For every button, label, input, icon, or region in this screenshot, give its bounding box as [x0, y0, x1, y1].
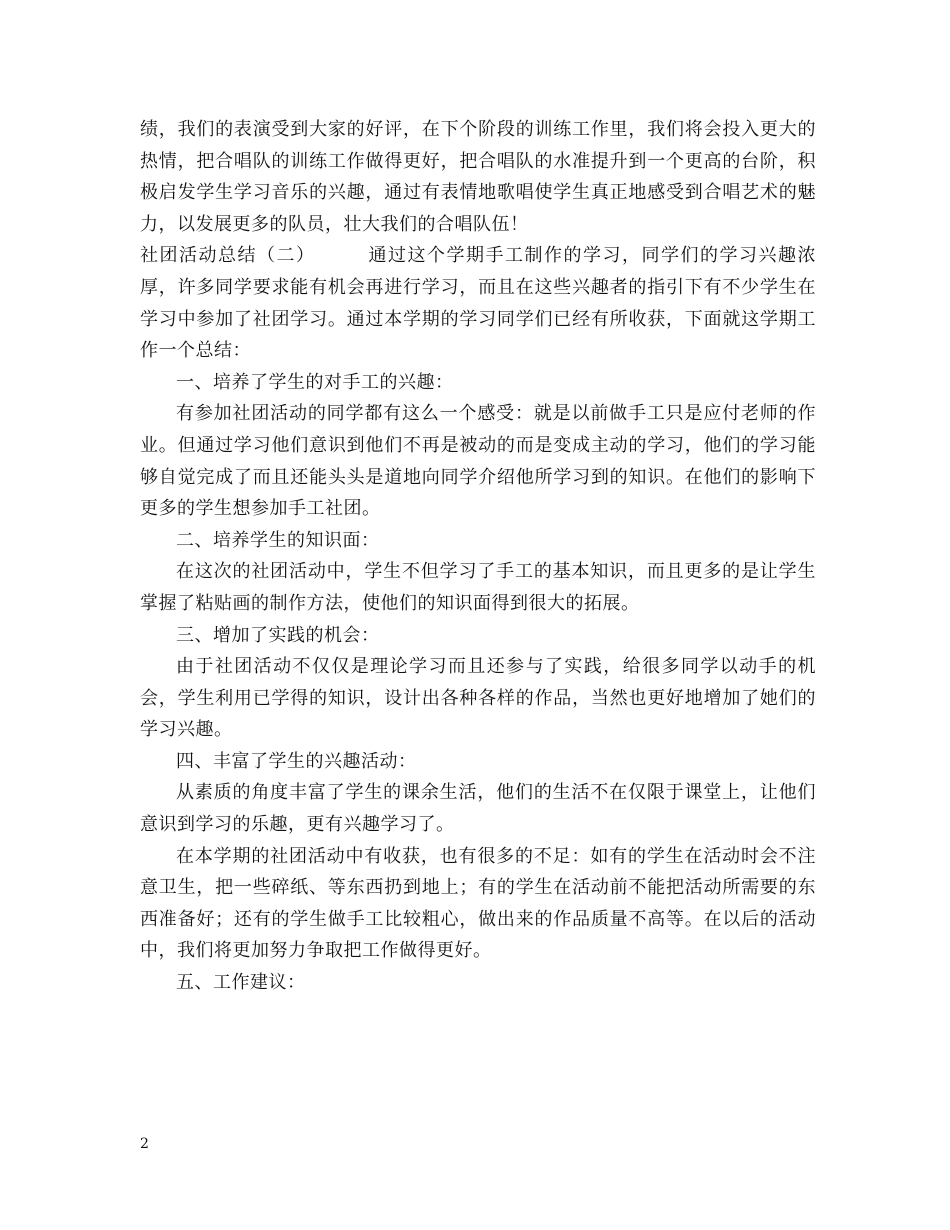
paragraph-four: 从素质的角度丰富了学生的课余生活，他们的生活不在仅限于课堂上，让他们意识到学习的乐趣，更有兴趣学习了。 — [140, 782, 816, 836]
paragraph-body-continuation: 绩，我们的表演受到大家的好评，在下个阶段的训练工作里，我们将会投入更大的热情，把合唱队的训练工作做得更好，把合唱队的水准提升到一个更高的台阶，积极启发学生学习音乐的兴趣，通过有表情地歌唱使学生真正地感受到合唱艺术的魅力，以发展更多的队员，壮大我们的合唱队伍！ — [140, 119, 816, 235]
intro-text: 通过这个学期手工制作的学习，同学们的学习兴趣浓厚，许多同学要求能有机会再进行学习，而且在这些兴趣者的指引下有不少学生在学习中参加了社团学习。通过本学期的学习同学们已经有所收获，下面就这学期工作一个总结： — [140, 245, 816, 362]
heading-one: 一、培养了学生的对手工的兴趣： — [176, 371, 454, 393]
paragraph-title-with-intro — [140, 240, 816, 366]
document-body — [140, 114, 816, 999]
heading-five: 五、工作建议： — [176, 972, 306, 994]
paragraph-three: 由于社团活动不仅仅是理论学习而且还参与了实践，给很多同学以动手的机会，学生利用已学得的知识，设计出各种各样的作品，当然也更好地增加了她们的学习兴趣。 — [140, 656, 816, 741]
heading-four: 四、丰富了学生的兴趣活动： — [176, 750, 417, 772]
paragraph-two: 在这次的社团活动中，学生不但学习了手工的基本知识，而且更多的是让学生掌握了粘贴画的制作方法，使他们的知识面得到很大的拓展。 — [140, 561, 816, 614]
paragraph-shortcomings: 在本学期的社团活动中有收获，也有很多的不足：如有的学生在活动时会不注意卫生，把一些碎纸、等东西扔到地上；有的学生在活动前不能把活动所需要的东西准备好；还有的学生做手工比较粗心，做出来的作品质量不高等。在以后的活动中，我们将更加努力争取把工作做得更好。 — [140, 845, 816, 962]
heading-two: 二、培养学生的知识面： — [176, 529, 380, 551]
heading-three: 三、增加了实践的机会： — [176, 624, 380, 646]
section-title: 社团活动总结（二） — [140, 245, 316, 267]
page-number: 2 — [140, 1136, 149, 1152]
paragraph-one: 有参加社团活动的同学都有这么一个感受：就是以前做手工只是应付老师的作业。但通过学习他们意识到他们不再是被动的而是变成主动的学习，他们的学习能够自觉完成了而且还能头头是道地向同学介绍他所学习到的知识。在他们的影响下更多的学生想参加手工社团。 — [140, 403, 816, 520]
